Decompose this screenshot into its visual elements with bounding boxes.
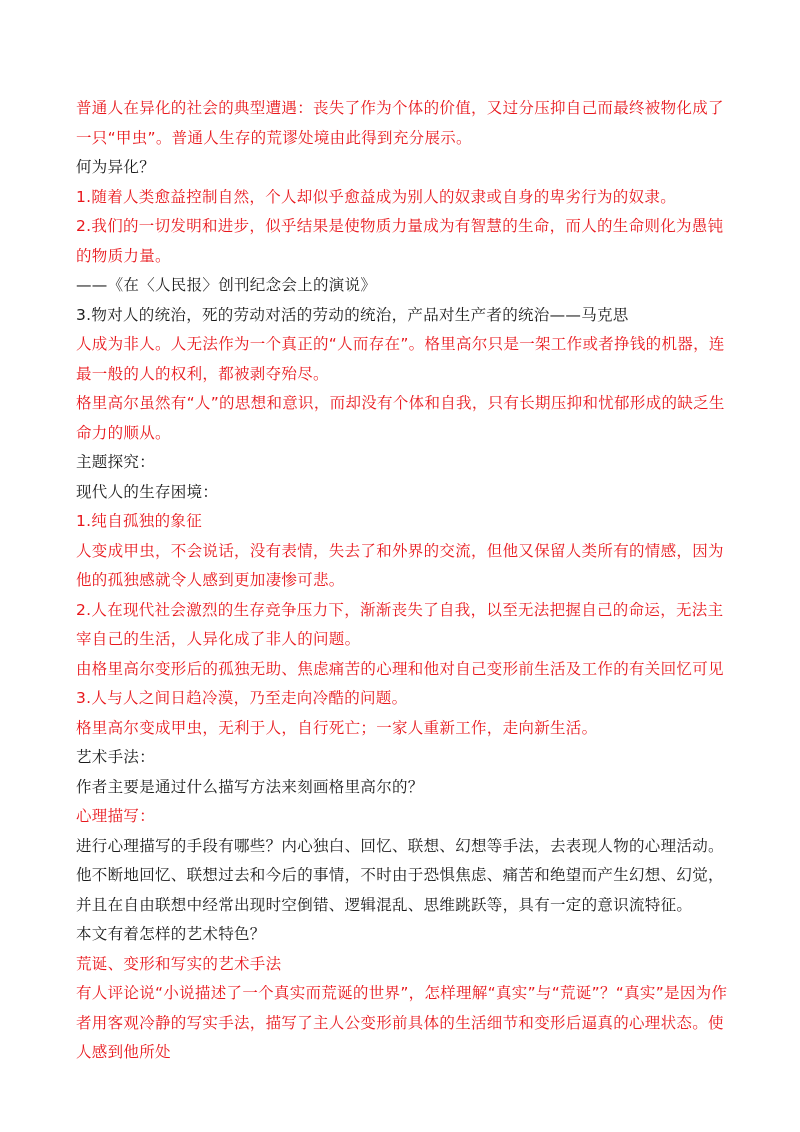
paragraph-submission: 格里高尔虽然有“人”的思想和意识，而却没有个体和自我，只有长期压抑和忧郁形成的缺乏生命力的顺从。 (76, 394, 725, 442)
heading-artistic-techniques: 艺术手法： (76, 748, 156, 766)
dilemma-point-3: 3.人与人之间日趋冷漠，乃至走向冷酷的问题。 (76, 689, 408, 707)
dilemma-point-1: 1.纯自孤独的象征 (76, 512, 202, 530)
paragraph-reality-absurdity: 有人评论说“小说描述了一个真实而荒诞的世界”，怎样理解“真实”与“荒诞”？“真实”是因为作者用客观冷静的写实手法，描写了主人公变形前具体的生活细节和变形后逼真的心理状态。使人感到他所处 (76, 984, 728, 1061)
dilemma-point-2: 2.人在现代社会激烈的生存竞争压力下，渐渐丧失了自我，以至无法把握自己的命运，无法主宰自己的生活，人异化成了非人的问题。 (76, 600, 724, 648)
question-artistic-features: 本文有着怎样的艺术特色？ (76, 925, 266, 943)
alienation-point-3: 3.物对人的统治，死的劳动对活的劳动的统治，产品对生产者的统治——马克思 (76, 305, 629, 324)
answer-psychological-description: 心理描写： (76, 807, 156, 825)
paragraph-family-new-life: 格里高尔变成甲虫，无利于人，自行死亡；一家人重新工作，走向新生活。 (76, 718, 598, 737)
heading-modern-dilemma: 现代人的生存困境： (76, 482, 219, 501)
alienation-point-1: 1.随着人类愈益控制自然，个人却似乎愈益成为别人的奴隶或自身的卑劣行为的奴隶。 (76, 187, 676, 206)
heading-what-is-alienation: 何为异化？ (76, 158, 156, 176)
question-description-method: 作者主要是通过什么描写方法来刻画格里高尔的？ (76, 777, 424, 796)
paragraph-evidence: 由格里高尔变形后的孤独无助、焦虑痛苦的心理和他对自己变形前生活及工作的有关回忆可见 (76, 659, 724, 678)
quote-source: ——《在〈人民报〉创刊纪念会上的演说》 (76, 276, 377, 294)
paragraph-psychological-means: 进行心理描写的手段有哪些？内心独白、回忆、联想、幻想等手法，去表现人物的心理活动。他不断地回忆、联想过去和今后的事情，不时由于恐惧焦虑、痛苦和绝望而产生幻想、幻觉，并且在自由联想中经常出现时空倒错、逻辑混乱、思维跳跃等，具有一定的意识流特征。 (76, 836, 724, 914)
answer-artistic-features: 荒诞、变形和写实的艺术手法 (76, 954, 282, 973)
alienation-point-2: 2.我们的一切发明和进步，似乎结果是使物质力量成为有智慧的生命，而人的生命则化为愚钝的物质力量。 (76, 217, 724, 265)
paragraph-loneliness: 人变成甲虫，不会说话，没有表情，失去了和外界的交流，但他又保留人类所有的情感，因为他的孤独感就令人感到更加凄惨可悲。 (76, 541, 724, 589)
paragraph-typical-encounter: 普通人在异化的社会的典型遭遇：丧失了作为个体的价值，又过分压抑自己而最终被物化成了一只“甲虫”。普通人生存的荒谬处境由此得到充分展示。 (76, 99, 724, 147)
heading-theme-inquiry: 主题探究： (76, 453, 156, 471)
paragraph-non-human: 人成为非人。人无法作为一个真正的“人而存在”。格里高尔只是一架工作或者挣钱的机器，连最一般的人的权利，都被剥夺殆尽。 (76, 335, 725, 383)
document-body (76, 94, 736, 1068)
